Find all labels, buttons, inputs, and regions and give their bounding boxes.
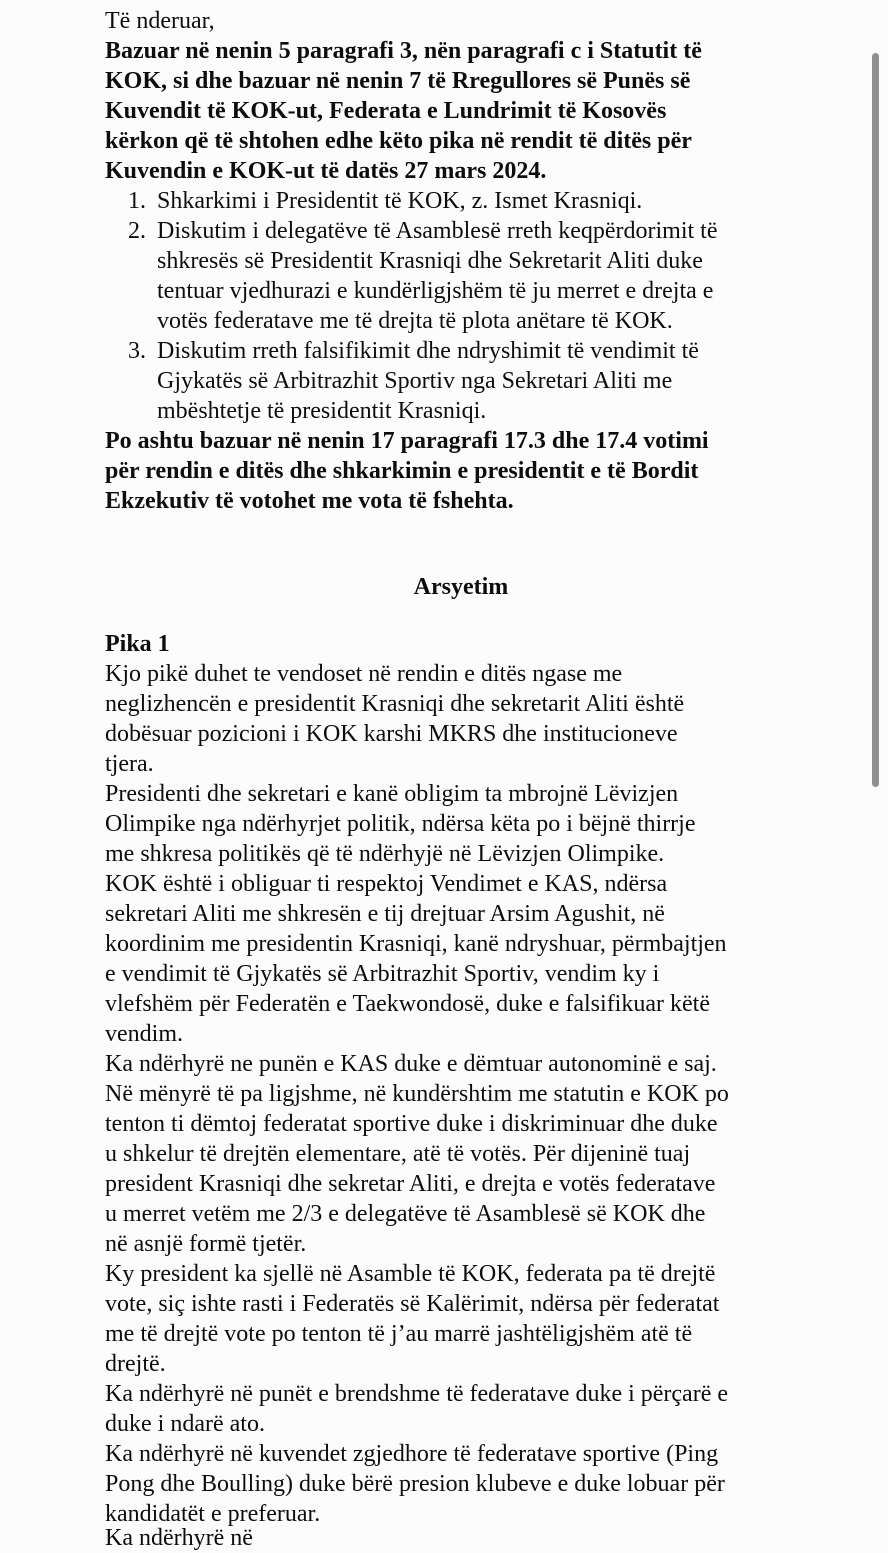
secret-vote-note bbox=[105, 426, 817, 516]
pika1-paragraph-5 bbox=[105, 1079, 817, 1259]
pika1-paragraph-2 bbox=[105, 779, 817, 869]
text-line: Ky president ka sjellë në Asamble të KOK, federata pa të drejtë bbox=[105, 1261, 716, 1287]
agenda-item-2 bbox=[105, 216, 817, 336]
text-line: votës federatave me të drejta të plota anëtare të KOK. bbox=[157, 308, 673, 334]
text-line: Diskutim i delegatëve të Asamblesë rreth keqpërdorimit të bbox=[157, 218, 718, 244]
text-line: sekretari Aliti me shkresën e tij drejtuar Arsim Agushit, në bbox=[105, 901, 665, 927]
text-line: Presidenti dhe sekretari e kanë obligim ta mbrojnë Lëvizjen bbox=[105, 781, 679, 807]
text-line: vendim. bbox=[105, 1021, 183, 1047]
text-line: Të nderuar, bbox=[105, 8, 215, 34]
agenda-item-1 bbox=[105, 186, 817, 216]
text-line: tjera. bbox=[105, 751, 154, 777]
text-line: Ka ndërhyrë ne punën e KAS duke e dëmtuar autonominë e saj. bbox=[105, 1051, 717, 1077]
text-line: tenton ti dëmtoj federatat sportive duke i diskriminuar dhe duke bbox=[105, 1111, 718, 1137]
text-line: Bazuar në nenin 5 paragrafi 3, nën paragrafi c i Statutit të bbox=[105, 38, 702, 64]
scrollbar-thumb[interactable] bbox=[872, 53, 879, 787]
text-line: për rendin e ditës dhe shkarkimin e presidentit e të Bordit bbox=[105, 458, 699, 484]
text-line: shkresës së Presidentit Krasniqi dhe Sekretarit Aliti duke bbox=[157, 248, 703, 274]
pika1-paragraph-8 bbox=[105, 1439, 817, 1529]
agenda-item-3 bbox=[105, 336, 817, 426]
agenda-item-1-number: 1. bbox=[128, 188, 146, 214]
text-line: president Krasniqi dhe sekretar Aliti, e drejta e votës federatave bbox=[105, 1171, 716, 1197]
text-line: e vendimit të Gjykatës së Arbitrazhit Sportiv, vendim ky i bbox=[105, 961, 660, 987]
pika1-paragraph-7 bbox=[105, 1379, 817, 1439]
text-line: Kjo pikë duhet te vendoset në rendin e ditës ngase me bbox=[105, 661, 623, 687]
text-line: Kuvendit të KOK-ut, Federata e Lundrimit të Kosovës bbox=[105, 98, 667, 124]
text-line: Diskutim rreth falsifikimit dhe ndryshimit të vendimit të bbox=[157, 338, 699, 364]
arsyetim-heading bbox=[105, 572, 817, 602]
text-line: tentuar vjedhurazi e kundërligjshëm të ju merret e drejta e bbox=[157, 278, 714, 304]
pika1-paragraph-4 bbox=[105, 1049, 817, 1079]
text-line: Ka ndërhyrë në bbox=[105, 1525, 253, 1551]
pika1-paragraph-6 bbox=[105, 1259, 817, 1379]
agenda-item-3-number: 3. bbox=[128, 338, 146, 364]
text-line: Kuvendin e KOK-ut të datës 27 mars 2024. bbox=[105, 158, 547, 184]
text-line: Ka ndërhyrë në kuvendet zgjedhore të federatave sportive (Ping bbox=[105, 1441, 719, 1467]
text-line: drejtë. bbox=[105, 1351, 166, 1377]
text-line: në asnjë formë tjetër. bbox=[105, 1231, 307, 1257]
text-line: me shkresa politikës që të ndërhyjë në Lëvizjen Olimpike. bbox=[105, 841, 665, 867]
text-line: neglizhencën e presidentit Krasniqi dhe sekretarit Aliti është bbox=[105, 691, 685, 717]
text-line: Gjykatës së Arbitrazhit Sportiv nga Sekretari Aliti me bbox=[157, 368, 673, 394]
text-line: Ekzekutiv të votohet me vota të fshehta. bbox=[105, 488, 514, 514]
text-line: vote, siç ishte rasti i Federatës së Kalërimit, ndërsa për federatat bbox=[105, 1291, 720, 1317]
partial-next-line bbox=[105, 1523, 817, 1553]
text-line: mbështetje të presidentit Krasniqi. bbox=[157, 398, 487, 424]
pika-1-heading bbox=[105, 629, 817, 659]
text-line: duke i ndarë ato. bbox=[105, 1411, 265, 1437]
text-line: Në mënyrë të pa ligjshme, në kundërshtim me statutin e KOK po bbox=[105, 1081, 729, 1107]
text-line: Ka ndërhyrë në punët e brendshme të federatave duke i përçarë e bbox=[105, 1381, 729, 1407]
text-line: u shkelur të drejtën elementare, atë të votës. Për dijeninë tuaj bbox=[105, 1141, 691, 1167]
text-line: Shkarkimi i Presidentit të KOK, z. Ismet Krasniqi. bbox=[157, 188, 643, 214]
text-line: vlefshëm për Federatën e Taekwondosë, duke e falsifikuar këtë bbox=[105, 991, 710, 1017]
text-line: Pong dhe Boulling) duke bërë presion klubeve e duke lobuar për bbox=[105, 1471, 725, 1497]
text-line: Po ashtu bazuar në nenin 17 paragrafi 17.3 dhe 17.4 votimi bbox=[105, 428, 709, 454]
text-line: KOK është i obliguar ti respektoj Vendimet e KAS, ndërsa bbox=[105, 871, 668, 897]
text-line: Pika 1 bbox=[105, 631, 170, 657]
salutation bbox=[105, 6, 817, 36]
agenda-item-2-number: 2. bbox=[128, 218, 146, 244]
text-line: Arsyetim bbox=[413, 574, 509, 600]
intro-request bbox=[105, 36, 817, 186]
text-line: dobësuar pozicioni i KOK karshi MKRS dhe institucioneve bbox=[105, 721, 678, 747]
text-line: Olimpike nga ndërhyrjet politik, ndërsa këta po i bëjnë thirrje bbox=[105, 811, 696, 837]
pika1-paragraph-1 bbox=[105, 659, 817, 779]
document-body bbox=[105, 6, 817, 1553]
text-line: kërkon që të shtohen edhe këto pika në rendit të ditës për bbox=[105, 128, 692, 154]
text-line: KOK, si dhe bazuar në nenin 7 të Rregullores së Punës së bbox=[105, 68, 691, 94]
text-line: u merret vetëm me 2/3 e delegatëve të Asamblesë së KOK dhe bbox=[105, 1201, 706, 1227]
pika1-paragraph-3 bbox=[105, 869, 817, 1049]
text-line: koordinim me presidentin Krasniqi, kanë ndryshuar, përmbajtjen bbox=[105, 931, 727, 957]
text-line: me të drejtë vote po tenton të j’au marrë jashtëligjshëm atë të bbox=[105, 1321, 693, 1347]
text-line: kandidatët e preferuar. bbox=[105, 1501, 321, 1527]
